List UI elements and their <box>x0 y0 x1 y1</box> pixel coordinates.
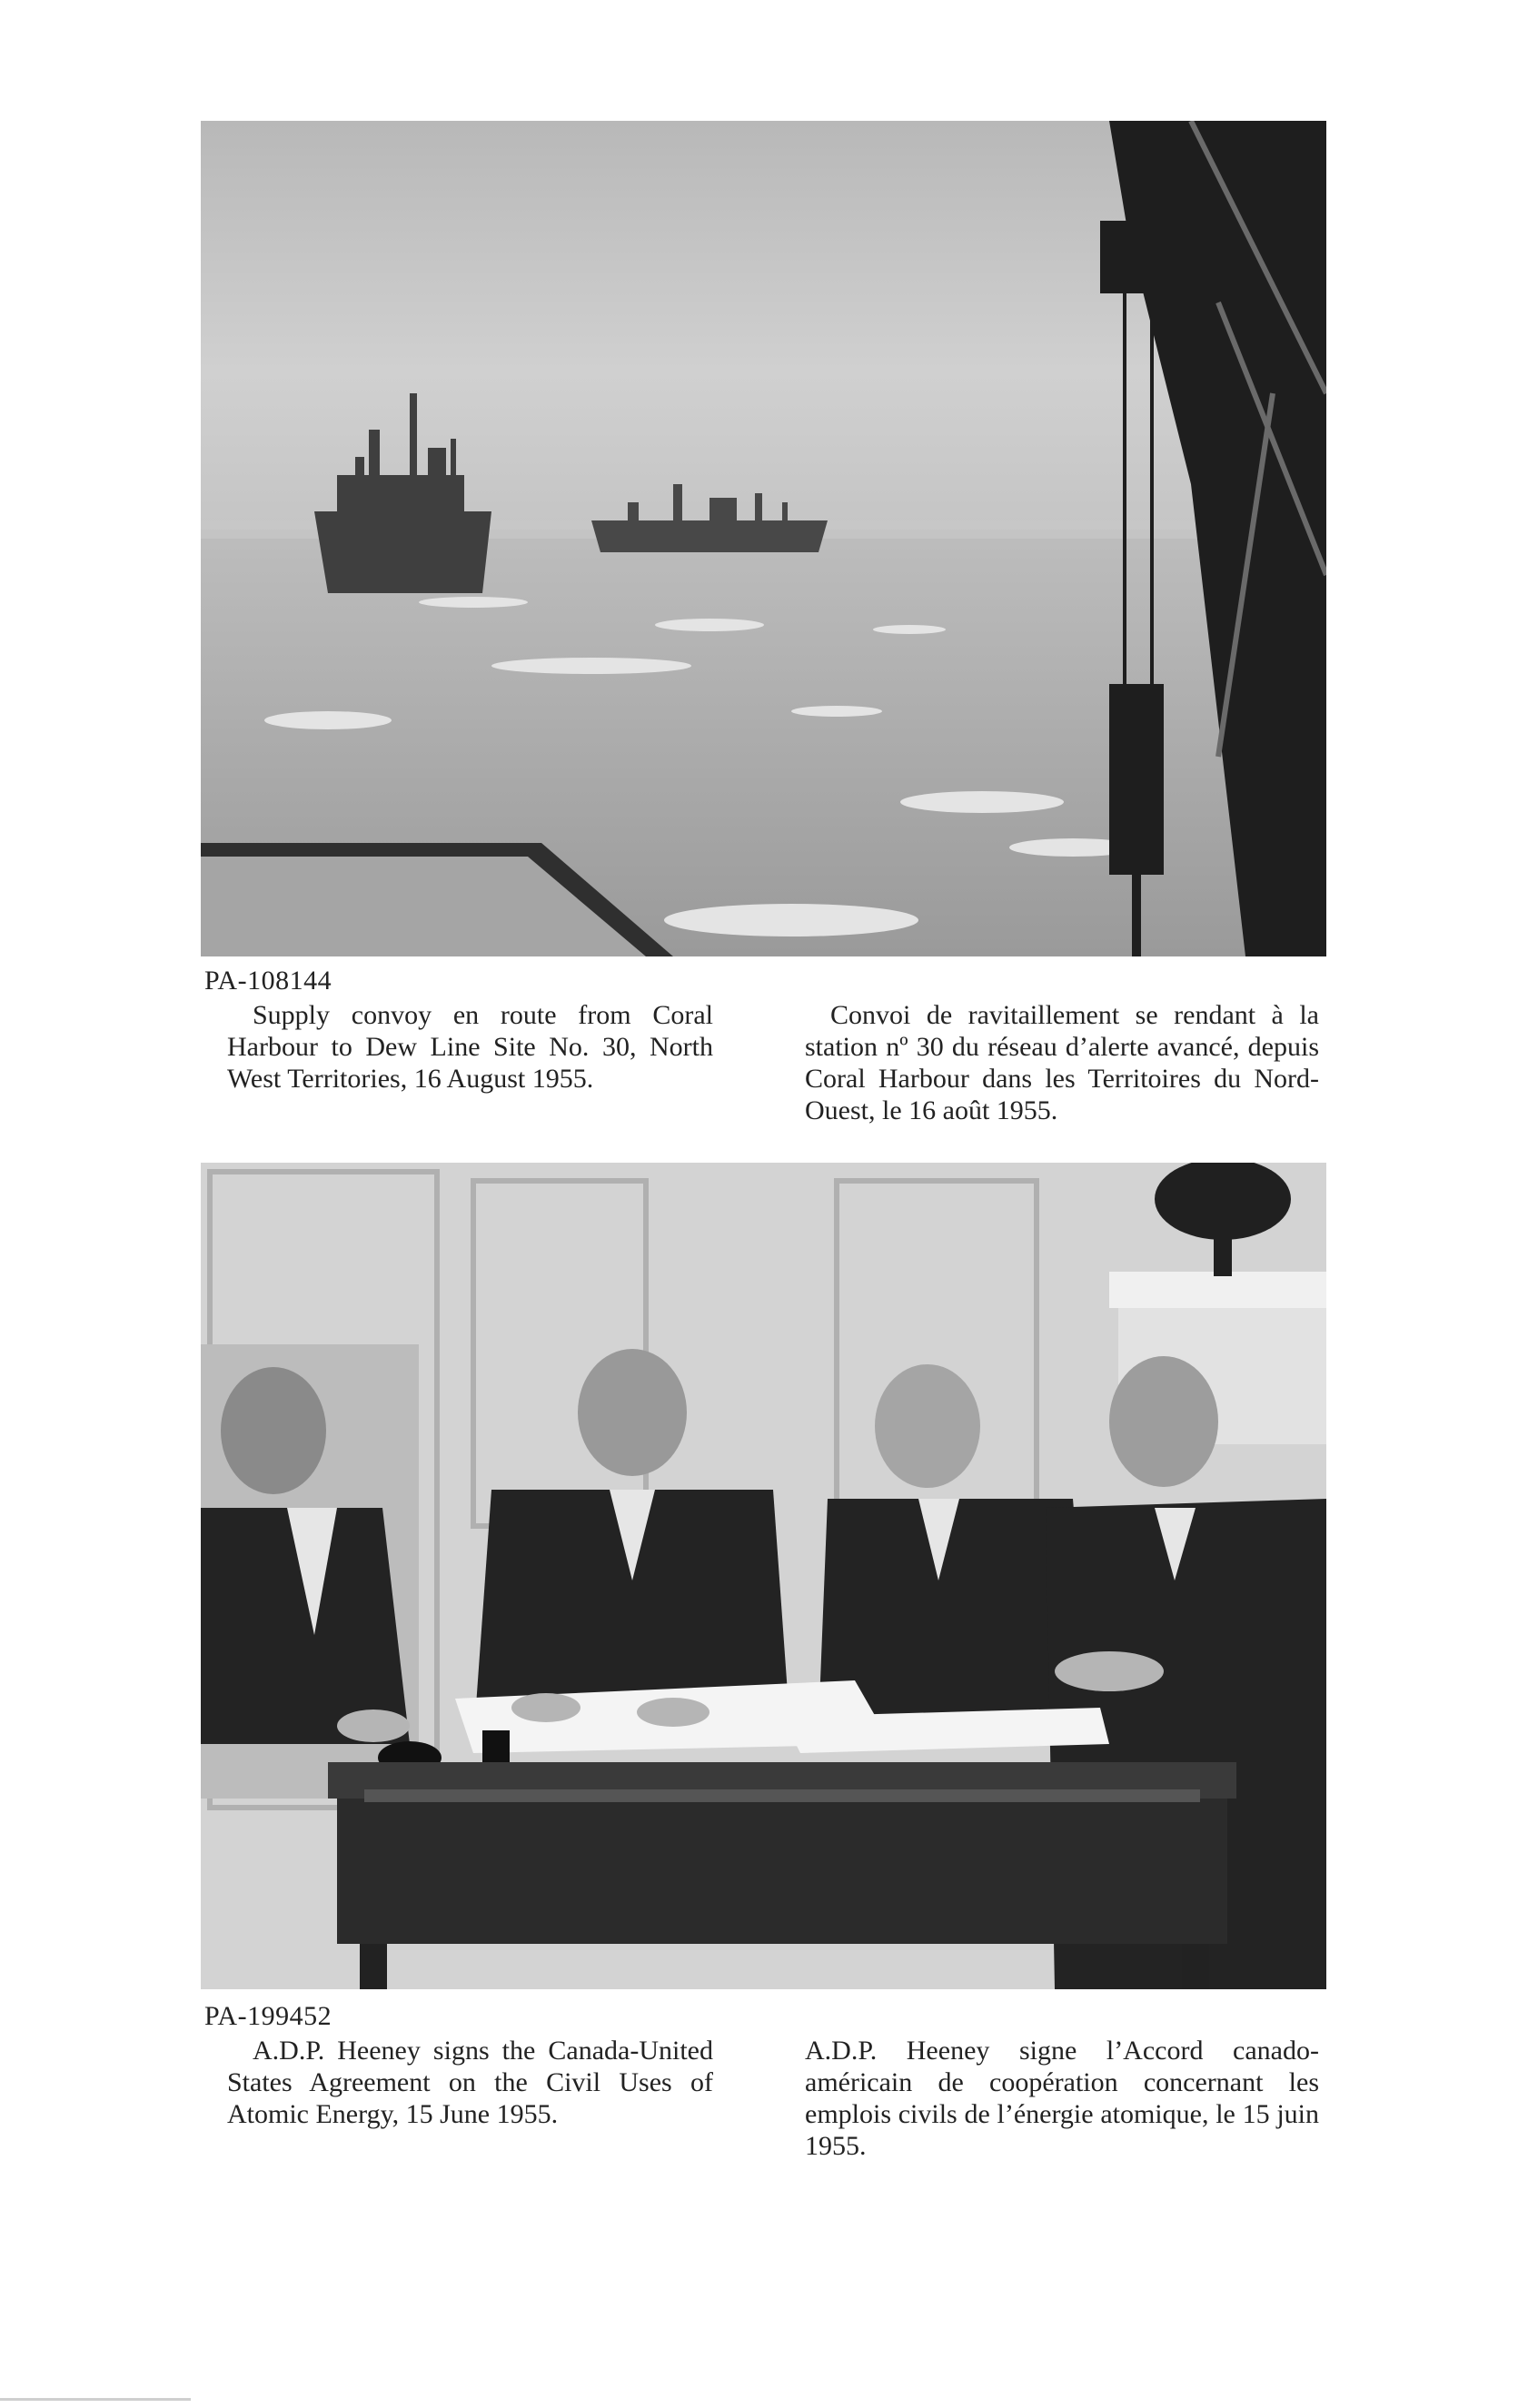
caption-french-convoy: Convoi de ravitaillement se rendant à la station nº 30 du réseau d’alerte avancé, depuis Coral Harbour dans les Territoires du Nord-Ouest, le 16 août 1955. <box>805 1000 1319 1125</box>
caption-english-convoy: Supply convoy en route from Coral Harbour to Dew Line Site No. 30, North West Territories, 16 August 1955. <box>227 1000 713 1094</box>
page-edge-rule <box>0 2398 191 2401</box>
caption-english-signing: A.D.P. Heeney signs the Canada-United States Agreement on the Civil Uses of Atomic Energy, 15 June 1955. <box>227 2036 713 2129</box>
photo-id-convoy: PA-108144 <box>204 966 332 996</box>
caption-french-signing: A.D.P. Heeney signe l’Accord canado-américain de coopération concernant les emplois civils de l’énergie atomique, le 15 juin 1955. <box>805 2036 1319 2161</box>
signing-photo <box>201 1163 1326 1989</box>
convoy-photo <box>201 121 1326 956</box>
photo-id-signing: PA-199452 <box>204 2001 332 2031</box>
